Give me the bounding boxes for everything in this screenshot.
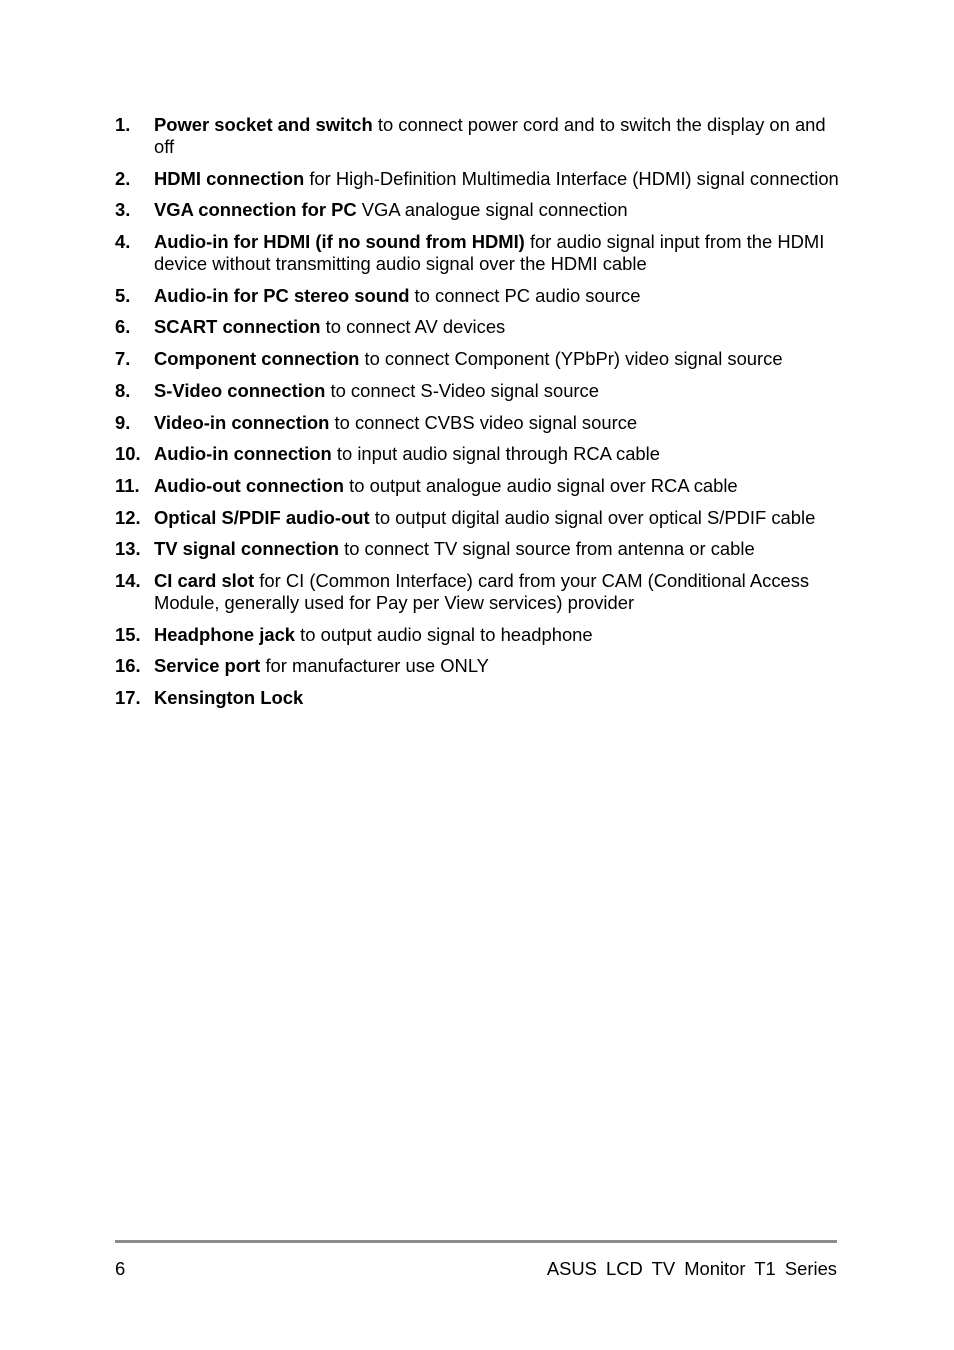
item-description: to connect CVBS video signal source [334,411,638,433]
item-term: Audio-in for HDMI (if no sound from HDMI) [154,231,525,253]
item-description: for audio signal input from the HDMI device without transmitting audio signal over the HDMI cable [154,231,825,275]
item-number: 7. [115,348,131,370]
item-term: Power socket and switch [154,114,373,135]
item-term: HDMI connection [154,167,305,189]
item-term: Component connection [154,348,360,370]
list-item [115,199,845,221]
list-item [115,624,845,646]
item-description: to input audio signal through RCA cable [336,443,660,465]
list-item [115,655,845,677]
item-term: S-Video connection [154,379,326,401]
list-item [115,687,845,709]
list-item [115,231,845,275]
item-number: 15. [115,623,141,645]
list-item [115,168,845,190]
page-number: 6 [115,1258,126,1279]
item-number: 8. [115,379,131,401]
item-term: Video-in connection [154,411,330,433]
item-number: 5. [115,284,131,306]
item-number: 13. [115,538,141,560]
item-description: to connect Component (YPbPr) video signal source [364,348,783,370]
item-description: to output analogue audio signal over RCA cable [349,474,738,496]
item-description: to connect AV devices [325,316,506,338]
item-term: TV signal connection [154,538,339,560]
item-description: to connect TV signal source from antenna or cable [344,538,755,560]
item-term: Audio-in for PC stereo sound [154,284,410,306]
item-term: Service port [154,655,261,677]
list-item [115,507,845,529]
item-description: to connect PC audio source [414,284,641,306]
item-description: to output audio signal to headphone [300,623,593,645]
item-description: for High-Definition Multimedia Interface (HDMI) signal connection [309,167,839,189]
item-description: to output digital audio signal over optical S/PDIF cable [374,506,816,528]
item-number: 17. [115,687,141,708]
item-number: 14. [115,569,141,591]
item-description: to connect S-Video signal source [330,379,599,401]
item-description: for manufacturer use ONLY [265,655,489,677]
connector-list [115,114,845,719]
list-item [115,114,845,158]
item-term: Optical S/PDIF audio-out [154,506,370,528]
item-term: VGA connection for PC [154,199,357,221]
item-term: Audio-in connection [154,443,332,465]
item-number: 4. [115,231,131,253]
item-number: 10. [115,443,141,465]
item-term: SCART connection [154,316,321,338]
document-title: ASUS LCD TV Monitor T1 Series [546,1258,837,1279]
list-item [115,570,845,614]
list-item [115,412,845,434]
item-number: 16. [115,655,141,677]
item-term: CI card slot [154,569,255,591]
item-number: 6. [115,316,131,338]
list-item [115,316,845,338]
item-description: to connect power cord and to switch the display on and off [154,114,826,157]
footer-divider [115,1240,837,1243]
item-number: 2. [115,167,131,189]
item-number: 11. [115,474,140,496]
list-item [115,538,845,560]
item-description: VGA analogue signal connection [361,199,628,221]
item-term: Headphone jack [154,623,296,645]
list-item [115,443,845,465]
list-item [115,380,845,402]
item-description: for CI (Common Interface) card from your CAM (Conditional Access Module, generally used for Pay per View services) provider [154,569,810,613]
item-number: 12. [115,506,141,528]
item-term: Kensington Lock [154,687,304,708]
list-item [115,475,845,497]
list-item [115,285,845,307]
item-term: Audio-out connection [154,474,345,496]
item-number: 9. [115,411,131,433]
item-number: 3. [115,199,131,221]
item-number: 1. [115,114,131,135]
list-item [115,348,845,370]
